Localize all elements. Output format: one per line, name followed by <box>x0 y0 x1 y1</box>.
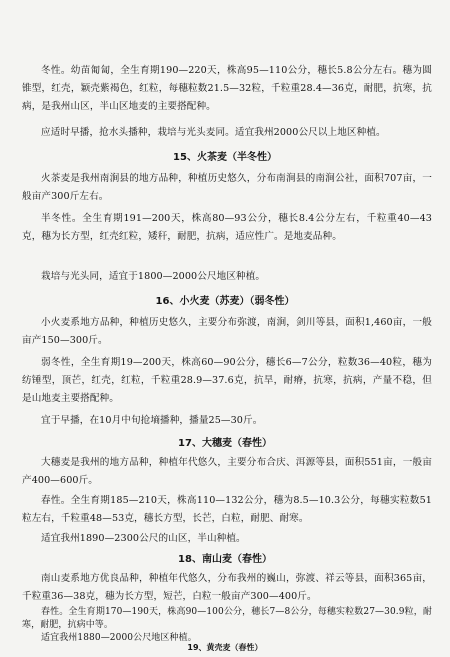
paragraph-15-traits: 半冬性。全生育期191—200天，株高80—93公分，穗长8.4公分左右，千粒重40—43克，穗为长方型，红壳红粒，矮秆，耐肥，抗病，适应性广。是地麦品种。 <box>22 213 432 242</box>
paragraph-15-origin: 火茶麦是我州南涧县的地方品种，种植历史悠久，分布南涧县的南涧公社，面积707亩，一般亩产300斤左右。 <box>22 173 432 202</box>
paragraph-17-origin: 大穗麦是我州的地方品种，种植年代悠久，主要分布合庆、洱源等县，面积551亩，一般亩产400—600斤。 <box>22 457 432 486</box>
section-title-16: 16、小火麦（苏麦）（弱冬性） <box>155 296 295 307</box>
paragraph-18-suitability: 适宜我州1880—2000公尺地区种植。 <box>41 633 197 643</box>
paragraph-16-origin: 小火麦系地方品种，种植历史悠久，主要分布弥渡，南涧，剑川等县，面积1,460亩，一般亩产150—300斤。 <box>22 317 432 346</box>
section-title-18: 18、南山麦（春性） <box>178 554 272 565</box>
paragraph-15-cultivation: 栽培与光头同，适宜于1800—2000公尺地区种植。 <box>41 271 266 282</box>
paragraph-winter-habit-description: 冬性。幼苗匍匐，全生育期190—220天，株高95—110公分，穗长5.8公分左右。穗为圆锥型，红壳，颖壳紫褐色，红粒，每穗粒数21.5—32粒，千粒重28.4—36克，耐肥，抗寒，抗病，是我州山区，半山区地麦的主要搭配种。 <box>22 65 432 112</box>
section-title-19: 19、黄壳麦（春性） <box>187 643 263 652</box>
paragraph-cultivation-note: 应适时早播，抢水头播种，栽培与光头麦同。适宜我州2000公尺以上地区种植。 <box>41 127 386 138</box>
section-title-17: 17、大穗麦（春性） <box>178 438 272 449</box>
paragraph-18-traits: 春性。全生育期170—190天，株高90—100公分，穗长7—8公分，每穗实粒数27—30.9粒，耐寒，耐肥，抗病中等。 <box>22 607 432 630</box>
paragraph-18-origin: 南山麦系地方优良品种，种植年代悠久，分布我州的巍山，弥渡、祥云等县，面积365亩，千粒重36—38克，穗为长方型，短芒，白粒一般亩产300—400斤。 <box>22 573 432 602</box>
section-title-15: 15、火茶麦（半冬性） <box>173 152 277 163</box>
paragraph-16-sowing: 宜于早播，在10月中旬抢墒播种，播量25—30斤。 <box>41 415 263 426</box>
paragraph-16-traits: 弱冬性，全生育期19—200天，株高60—90公分，穗长6—7公分，粒数36—40粒，穗为纺锤型，顶芒，红壳，红粒，千粒重28.9—37.6克，抗旱，耐瘠，抗寒，抗病，产量不稳，但是山地麦主要搭配种。 <box>22 357 432 404</box>
paragraph-17-suitability: 适宜我州1890—2300公尺的山区，半山种植。 <box>41 533 246 544</box>
paragraph-17-traits: 春性。全生育期185—210天，株高110—132公分，穗为8.5—10.3公分，每穗实粒数51粒左右，千粒重48—53克，穗长方型，长芒，白粒，耐肥、耐寒。 <box>22 495 432 524</box>
